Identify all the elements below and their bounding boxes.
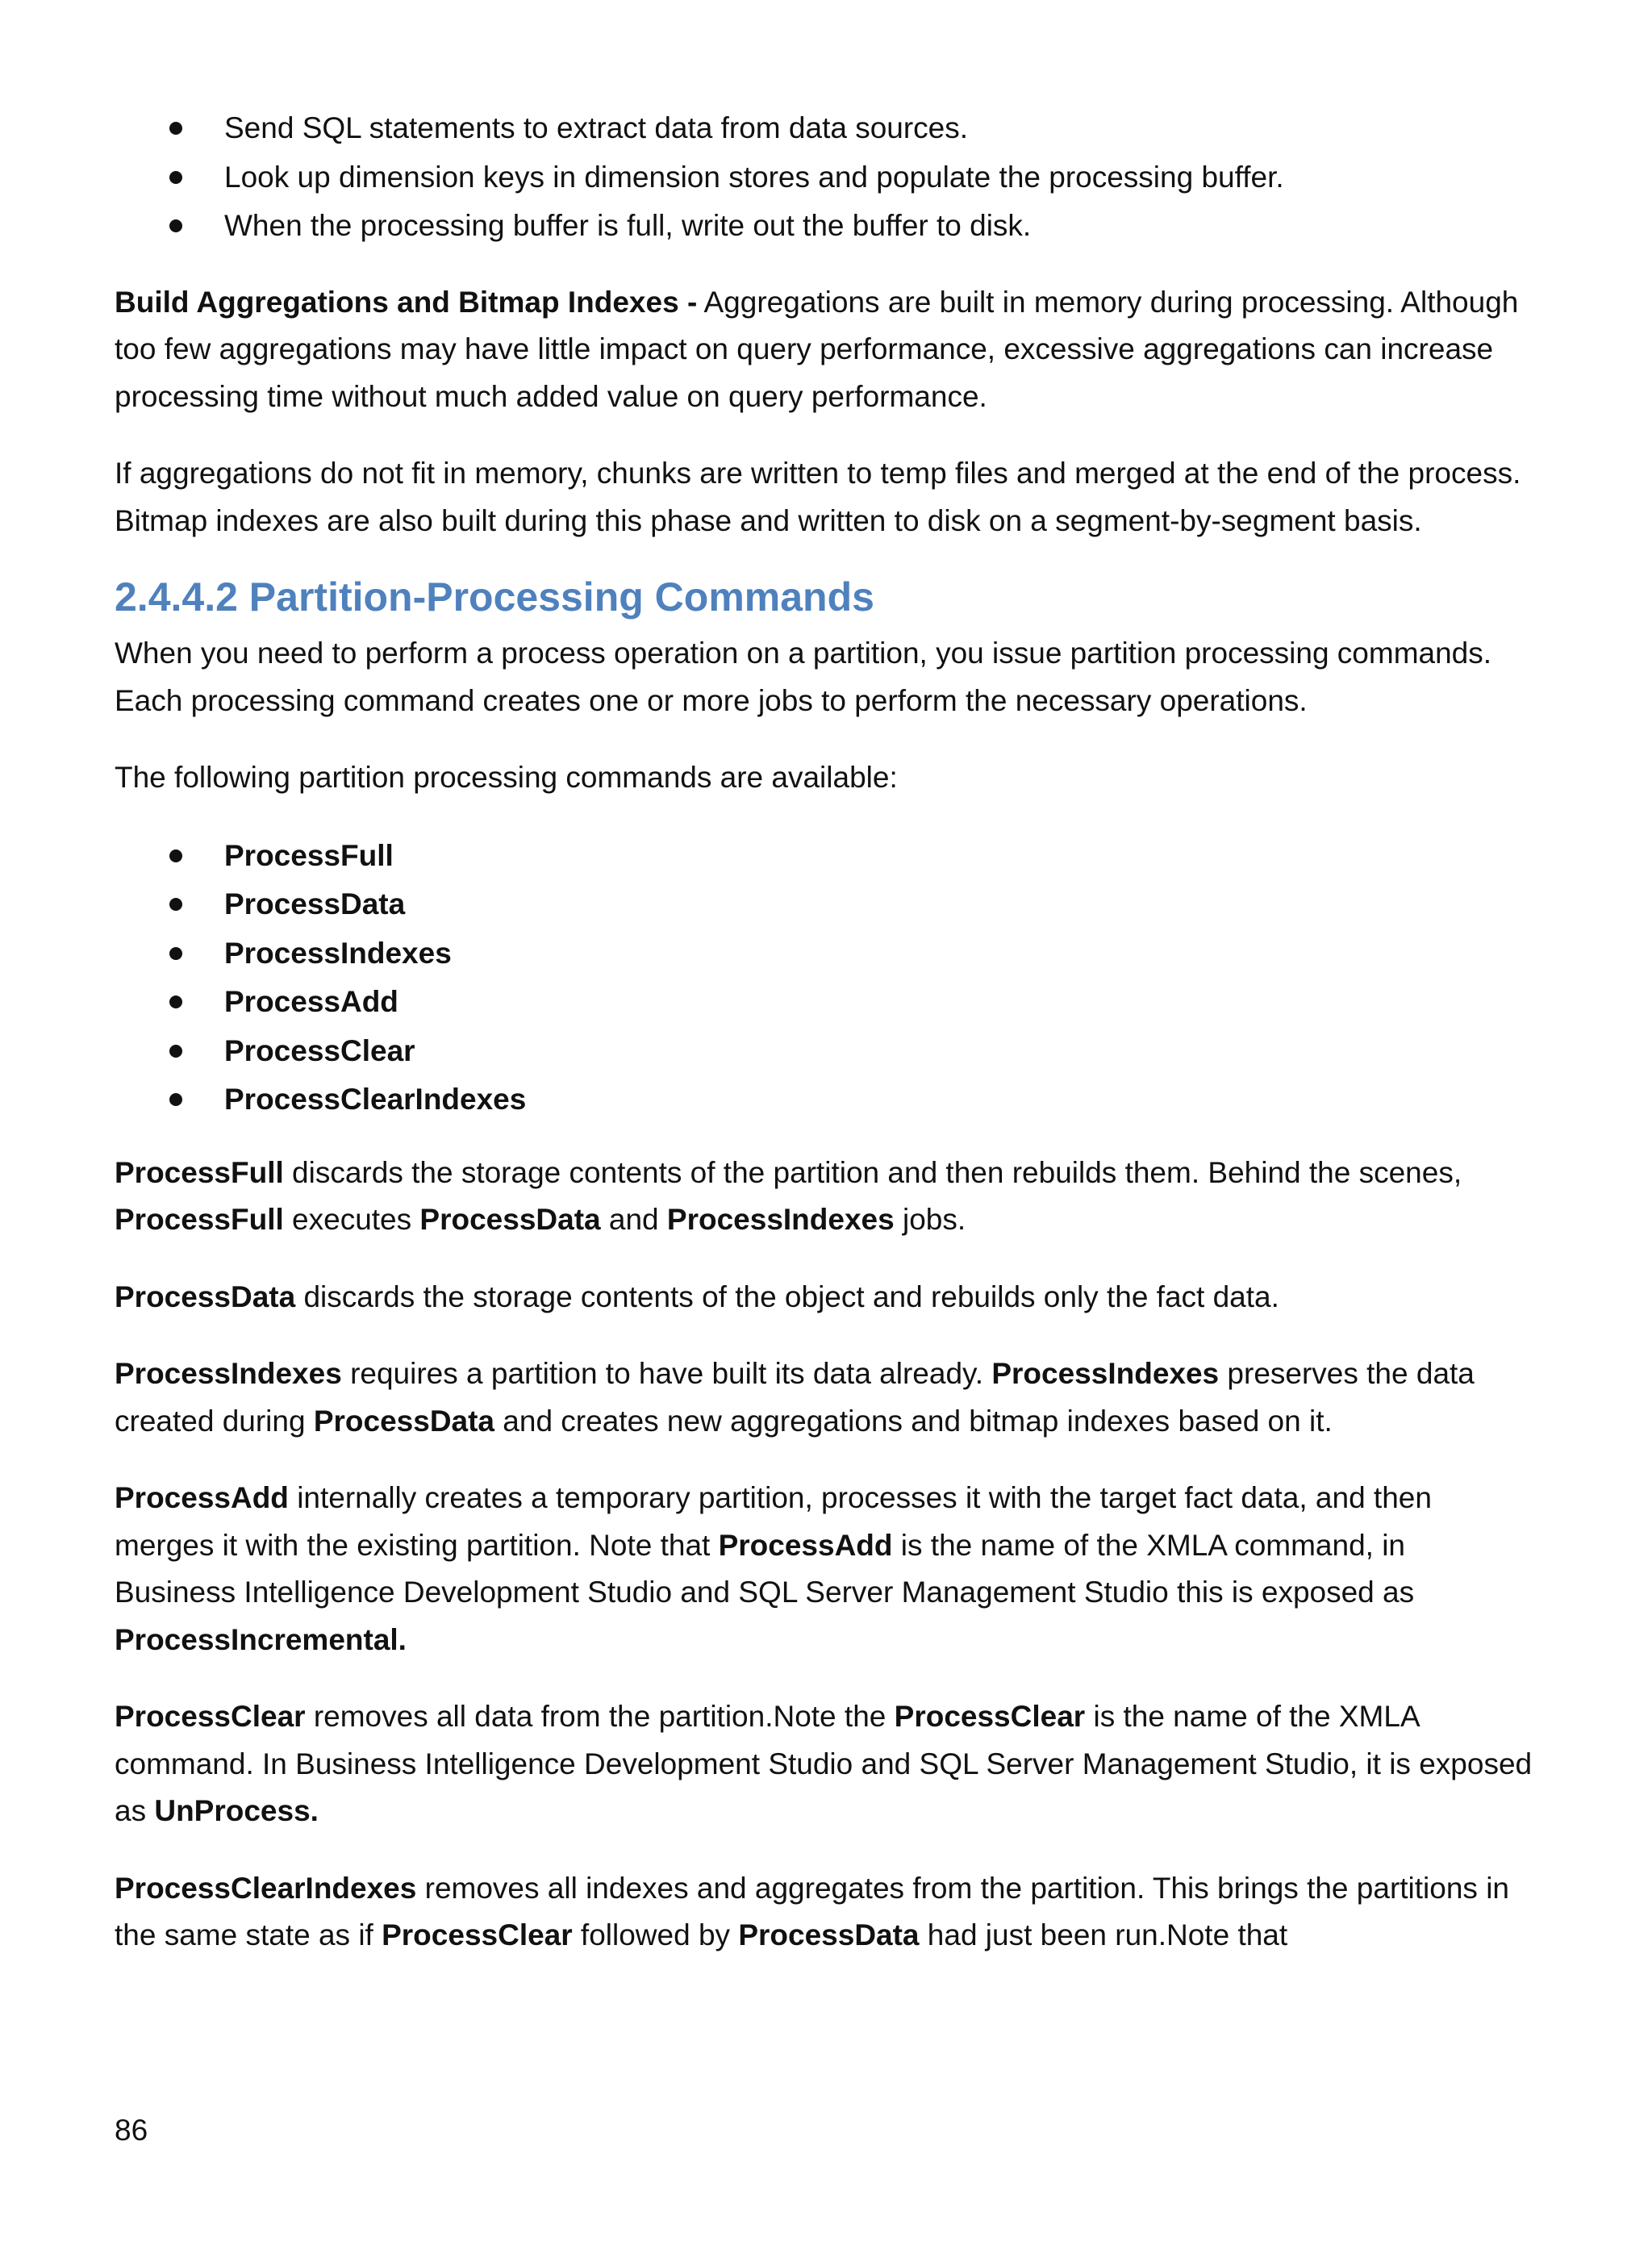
bullet-icon [169, 1093, 182, 1106]
paragraph-processindexes: ProcessIndexes requires a partition to have built its data already. ProcessIndexes preserves the data created during ProcessData and creates new aggregations and bitmap indexes based on it. [115, 1357, 1475, 1438]
bullet-icon [169, 1045, 182, 1058]
bullet-icon [169, 849, 182, 862]
paragraph-chunks: If aggregations do not fit in memory, chunks are written to temp files and merged at the end of the process. Bitmap indexes are also built during this phase and written to disk on a segment-by-segment basis. [115, 457, 1521, 537]
top-bullet-list [115, 105, 1534, 252]
list-item: ProcessClear [115, 1028, 1534, 1077]
list-item: ProcessFull [115, 833, 1534, 882]
command-list [115, 833, 1534, 1125]
list-item: Send SQL statements to extract data from data sources. [115, 105, 1534, 154]
paragraph-available: The following partition processing commands are available: [115, 761, 898, 794]
list-item: ProcessAdd [115, 979, 1534, 1028]
paragraph-processadd: ProcessAdd internally creates a temporary partition, processes it with the target fact data, and then merges it with the existing partition. Note that ProcessAdd is the name of the XMLA command, in Business Intelligence Development Studio and SQL Server Management Studio this is exposed as ProcessIncremental. [115, 1481, 1432, 1656]
bullet-icon [169, 122, 182, 135]
bullet-icon [169, 171, 182, 184]
page-body [115, 105, 1534, 1960]
paragraph-processclear: ProcessClear removes all data from the partition.Note the ProcessClear is the name of the XMLA command. In Business Intelligence Development Studio and SQL Server Management Studio, it is exposed as UnProcess. [115, 1700, 1533, 1827]
bullet-icon [169, 219, 182, 232]
bullet-icon [169, 996, 182, 1008]
list-item: ProcessIndexes [115, 930, 1534, 979]
section-heading: 2.4.4.2 Partition-Processing Commands [115, 574, 874, 620]
list-item: When the processing buffer is full, write out the buffer to disk. [115, 202, 1534, 252]
paragraph-processfull: ProcessFull discards the storage contents of the partition and then rebuilds them. Behind the scenes, ProcessFull executes ProcessData and ProcessIndexes jobs. [115, 1155, 1462, 1236]
bullet-icon [169, 947, 182, 960]
paragraph-processdata: ProcessData discards the storage contents of the object and rebuilds only the fact data. [115, 1279, 1279, 1313]
page-number: 86 [115, 2114, 148, 2147]
paragraph-build-aggregations: Build Aggregations and Bitmap Indexes - Aggregations are built in memory during processing. Although too few aggregations may have little impact on query performance, excessive aggregations can increase processing time without much added value on query performance. [115, 285, 1519, 413]
list-item: Look up dimension keys in dimension stores and populate the processing buffer. [115, 154, 1534, 203]
paragraph-processclearindexes: ProcessClearIndexes removes all indexes and aggregates from the partition. This brings the partitions in the same state as if ProcessClear followed by ProcessData had just been run.Note that [115, 1871, 1509, 1951]
bullet-icon [169, 898, 182, 911]
list-item: ProcessData [115, 881, 1534, 930]
paragraph-intro: When you need to perform a process operation on a partition, you issue partition processing commands. Each processing command creates one or more jobs to perform the necessary operations. [115, 637, 1492, 717]
list-item: ProcessClearIndexes [115, 1076, 1534, 1125]
